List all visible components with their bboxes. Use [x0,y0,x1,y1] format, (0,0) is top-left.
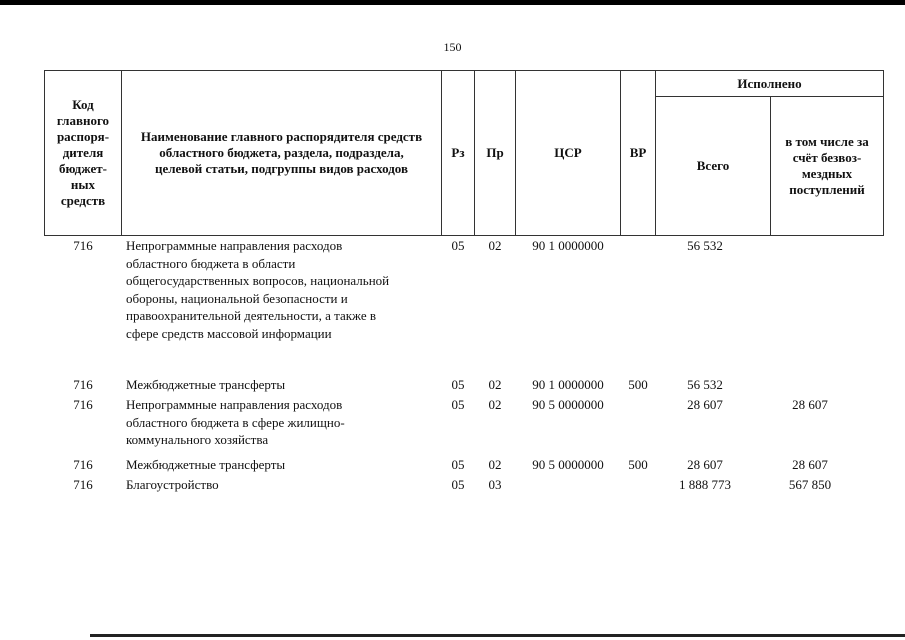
header-csr-label: ЦСР [554,145,582,160]
header-name [121,70,442,236]
header-vr [620,70,656,236]
header-code [44,70,122,236]
row-csr: 90 1 0000000 [532,238,604,253]
row-csr: 90 1 0000000 [532,377,604,392]
row-name: Благоустройство [126,477,219,492]
row-including: 28 607 [792,397,828,412]
row-code: 716 [73,477,93,492]
row-total: 56 532 [687,377,723,392]
header-including-label: в том числе за счёт безвоз-мездных поступлений [785,134,869,197]
row-rz: 05 [451,457,465,472]
row-including: 28 607 [792,457,828,472]
row-csr: 90 5 0000000 [532,397,604,412]
row-name: Непрограммные направления расходов областного бюджета в области общегосударственных вопросов, национальной обороны, национальной безопасности и правоохранительной деятельности, а также в сфере средств массовой информации [126,238,390,341]
row-code: 716 [73,397,93,412]
header-rz-label: Рз [451,145,465,160]
row-rz: 05 [451,397,465,412]
row-including: 567 850 [788,477,832,492]
header-code-label: Код главного распоря-дителя бюджет-ных средств [56,97,110,208]
top-rule [0,0,905,5]
header-total [655,96,771,236]
row-name: Межбюджетные трансферты [126,377,286,392]
header-executed-label: Исполнено [737,75,802,91]
header-pr [474,70,516,236]
row-vr: 500 [628,377,648,392]
row-pr: 02 [488,238,502,253]
header-including [770,96,884,236]
row-pr: 02 [488,377,502,392]
row-code: 716 [73,377,93,392]
header-name-label: Наименование главного распорядителя средств областного бюджета, раздела, подраздела, целевой статьи, подгруппы видов расходов [140,129,423,176]
header-executed [655,70,884,97]
row-name: Межбюджетные трансферты [126,457,286,472]
row-pr: 02 [488,457,502,472]
row-vr: 500 [628,457,648,472]
row-pr: 02 [488,397,502,412]
header-rz [441,70,475,236]
page-number: 150 [443,40,462,54]
header-total-label: Всего [696,158,730,173]
row-total: 56 532 [687,238,723,253]
row-rz: 05 [451,377,465,392]
row-pr: 03 [488,477,502,492]
row-rz: 05 [451,477,465,492]
bottom-rule [90,634,905,637]
row-csr: 90 5 0000000 [532,457,604,472]
row-total: 28 607 [687,457,723,472]
row-code: 716 [73,238,93,253]
row-code: 716 [73,457,93,472]
row-rz: 05 [451,238,465,253]
row-total: 1 888 773 [679,477,731,492]
header-pr-label: Пр [486,145,504,160]
row-name: Непрограммные направления расходов областного бюджета в сфере жилищно-коммунального хозяйства [126,397,345,447]
row-total: 28 607 [687,397,723,412]
header-csr [515,70,621,236]
header-vr-label: ВР [629,145,647,160]
